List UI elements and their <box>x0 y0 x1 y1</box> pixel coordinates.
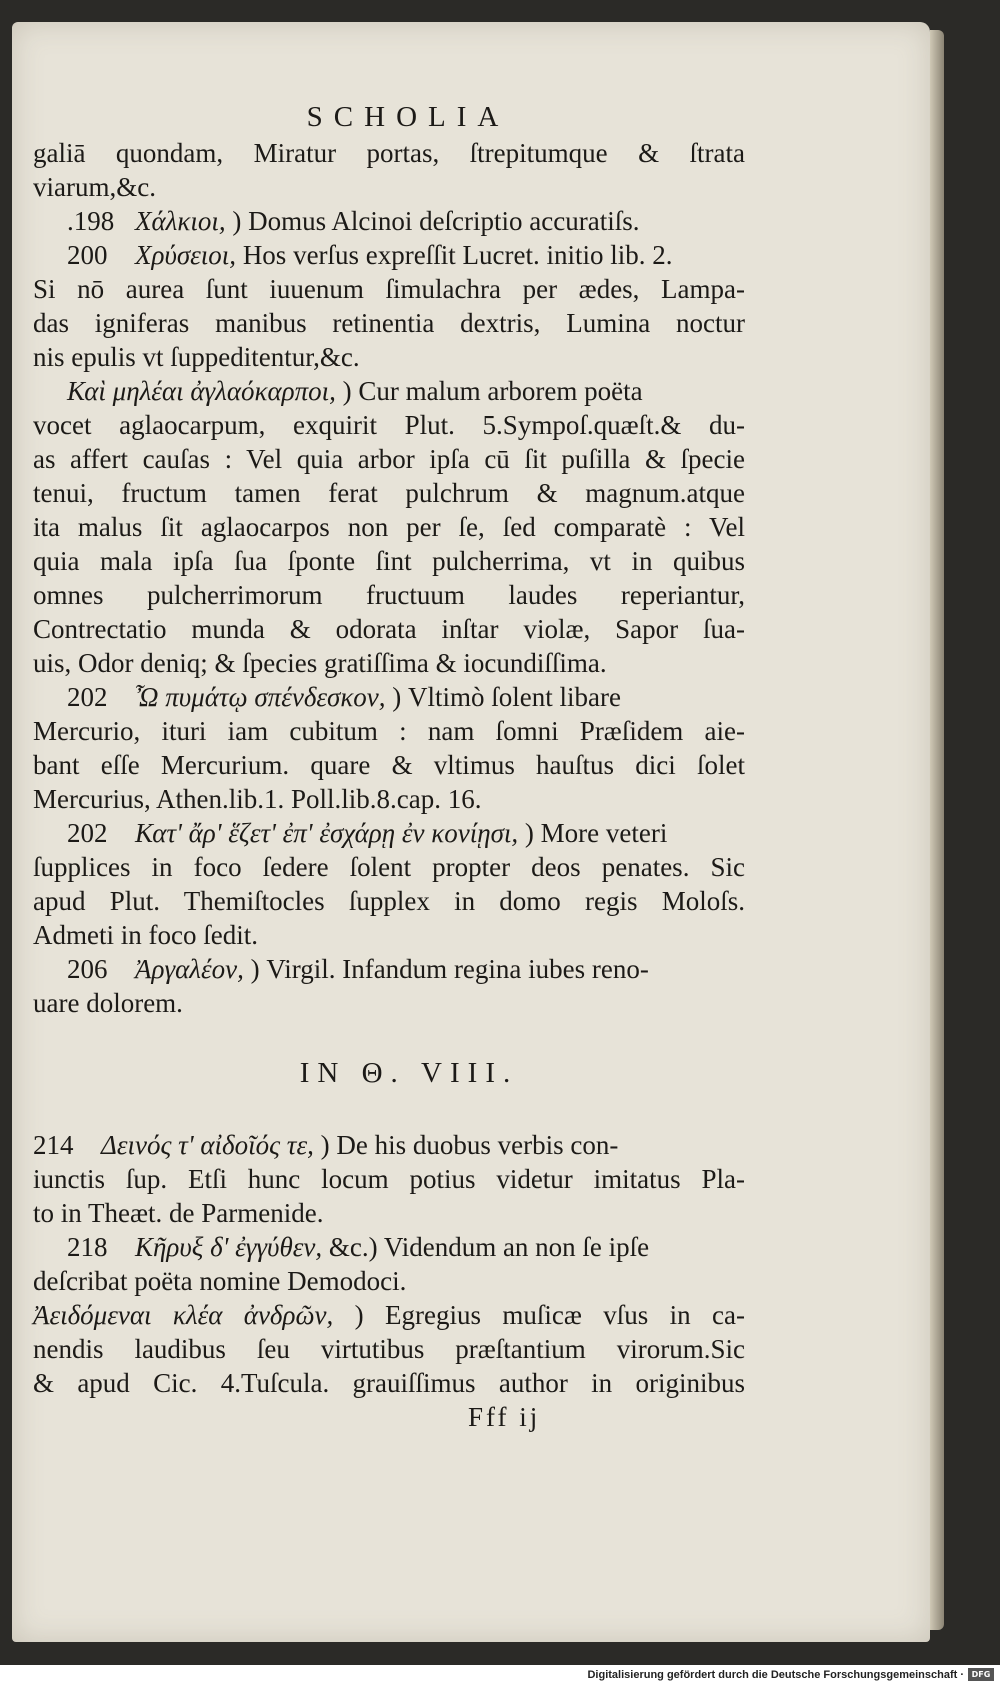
line-text: quia mala ipſa ſua ſponte ſint pulcherrima, vt in quibus <box>33 546 745 576</box>
text-block-top <box>33 136 745 1020</box>
line-text: & apud Cic. 4.Tuſcula. grauiſſimus author in originibus <box>33 1368 745 1398</box>
greek-lemma: Κατ' ἄρ' ἕζετ' ἐπ' ἐσχάρῃ ἐν κονίῃσι, <box>135 818 519 848</box>
line-text: apud Plut. Themiſtocles ſupplex in domo regis Moloſs. <box>33 886 745 916</box>
greek-lemma: Ἀειδόμεναι κλέα ἀνδρῶν, <box>33 1300 334 1330</box>
signature-mark: Fff ij <box>468 1402 541 1432</box>
line-text: ſupplices in foco ſedere ſolent propter deos penates. Sic <box>33 852 745 882</box>
line-text: viarum,&c. <box>33 172 156 202</box>
page-edge <box>930 30 944 1630</box>
line-text: nis epulis vt ſuppeditentur,&c. <box>33 342 360 372</box>
line-text: ) Vltimò ſolent libare <box>385 682 621 712</box>
line-text: ita malus ſit aglaocarpos non per ſe, ſed comparatè : Vel <box>33 512 745 542</box>
text-line <box>33 816 745 850</box>
verse-number: 218 <box>67 1232 108 1262</box>
text-line <box>33 340 745 374</box>
text-line <box>33 952 745 986</box>
text-line <box>33 918 745 952</box>
greek-lemma: Χάλκιοι, <box>135 206 226 236</box>
text-line <box>33 1162 745 1196</box>
text-line <box>33 476 745 510</box>
line-text: vocet aglaocarpum, exquirit Plut. 5.Sympoſ.quæſt.& du- <box>33 410 745 440</box>
verse-number: 206 <box>67 954 108 984</box>
greek-lemma: Κῆρυξ δ' ἐγγύθεν, <box>135 1232 323 1262</box>
line-text: das igniferas manibus retinentia dextris, Lumina noctur <box>33 308 745 338</box>
verse-number: .198 <box>67 206 115 236</box>
text-line <box>33 408 745 442</box>
digitization-credit: Digitalisierung gefördert durch die Deutsche Forschungsgemeinschaft · <box>587 1669 964 1681</box>
greek-lemma: Ἀργαλέον, <box>135 954 244 984</box>
text-block-bottom <box>33 1128 745 1400</box>
greek-lemma: Ὦ πυμάτῳ σπένδεσκον, <box>135 682 386 712</box>
text-line <box>33 680 745 714</box>
line-text: ) More veteri <box>518 818 668 848</box>
greek-lemma: Χρύσειοι, <box>135 240 237 270</box>
running-head: SCHOLIA <box>306 101 510 133</box>
line-text: ) Virgil. Infandum regina iubes reno- <box>243 954 649 984</box>
text-line <box>33 646 745 680</box>
text-line <box>33 714 745 748</box>
text-line <box>33 136 745 170</box>
line-text: uare dolorem. <box>33 988 183 1018</box>
line-text: tenui, fructum tamen ferat pulchrum & magnum.atque <box>33 478 745 508</box>
greek-lemma: Δεινός τ' αἰδοῖός τε, <box>101 1130 314 1160</box>
text-line <box>33 782 745 816</box>
line-text: Mercurio, ituri iam cubitum : nam ſomni Præſidem aie- <box>33 716 745 746</box>
text-line <box>33 238 745 272</box>
text-line <box>33 442 745 476</box>
text-line <box>33 986 745 1020</box>
line-text: Si nō aurea ſunt iuuenum ſimulachra per ædes, Lampa- <box>33 274 745 304</box>
text-line <box>33 1230 745 1264</box>
line-text: Admeti in foco ſedit. <box>33 920 258 950</box>
line-text: bant eſſe Mercurium. quare & vltimus hauſtus dici ſolet <box>33 750 745 780</box>
line-text: to in Theæt. de Parmenide. <box>33 1198 324 1228</box>
line-text: nendis laudibus ſeu virtutibus præſtantium virorum.Sic <box>33 1334 745 1364</box>
line-text: &c.) Videndum an non ſe ipſe <box>322 1232 650 1262</box>
line-text: uis, Odor deniq; & ſpecies gratiſſima & iocundiſſima. <box>33 648 607 678</box>
text-line <box>33 1196 745 1230</box>
verse-number: 202 <box>67 682 108 712</box>
line-text: galiā quondam, Miratur portas, ſtrepitumque & ſtrata <box>33 138 745 168</box>
text-line <box>33 1298 745 1332</box>
text-line <box>33 612 745 646</box>
line-text: Contrectatio munda & odorata inſtar violæ, Sapor ſua- <box>33 614 745 644</box>
greek-lemma: Καὶ μηλέαι ἀγλαόκαρποι, <box>67 376 336 406</box>
line-text: Hos verſus expreſſit Lucret. initio lib. 2. <box>236 240 673 270</box>
line-text: ) Domus Alcinoi deſcriptio accuratiſs. <box>225 206 640 236</box>
text-line <box>33 170 745 204</box>
text-line <box>33 1128 745 1162</box>
text-line <box>33 374 745 408</box>
text-line <box>33 1264 745 1298</box>
dfg-logo: DFG <box>968 1668 994 1681</box>
text-line <box>33 1366 745 1400</box>
section-heading: IN Θ. VIII. <box>299 1057 519 1089</box>
line-text: ) De his duobus verbis con- <box>313 1130 619 1160</box>
page-text <box>33 100 745 1434</box>
verse-number: 214 <box>33 1130 74 1160</box>
verse-number: 202 <box>67 818 108 848</box>
text-line <box>33 1332 745 1366</box>
text-line <box>33 850 745 884</box>
text-line <box>33 510 745 544</box>
line-text: as affert cauſas : Vel quia arbor ipſa cū ſit puſilla & ſpecie <box>33 444 745 474</box>
text-line <box>33 884 745 918</box>
text-line <box>33 544 745 578</box>
line-text: ) Cur malum arborem poëta <box>335 376 643 406</box>
text-line <box>33 204 745 238</box>
text-line <box>33 272 745 306</box>
line-text: Mercurius, Athen.lib.1. Poll.lib.8.cap. 16. <box>33 784 482 814</box>
text-line <box>33 578 745 612</box>
line-text: iunctis ſup. Etſi hunc locum potius videtur imitatus Pla- <box>33 1164 745 1194</box>
line-text: omnes pulcherrimorum fructuum laudes reperiantur, <box>33 580 745 610</box>
text-line <box>33 748 745 782</box>
line-text: deſcribat poëta nomine Demodoci. <box>33 1266 407 1296</box>
verse-number: 200 <box>67 240 108 270</box>
line-text: ) Egregius muſicæ vſus in ca- <box>333 1300 746 1330</box>
text-line <box>33 306 745 340</box>
